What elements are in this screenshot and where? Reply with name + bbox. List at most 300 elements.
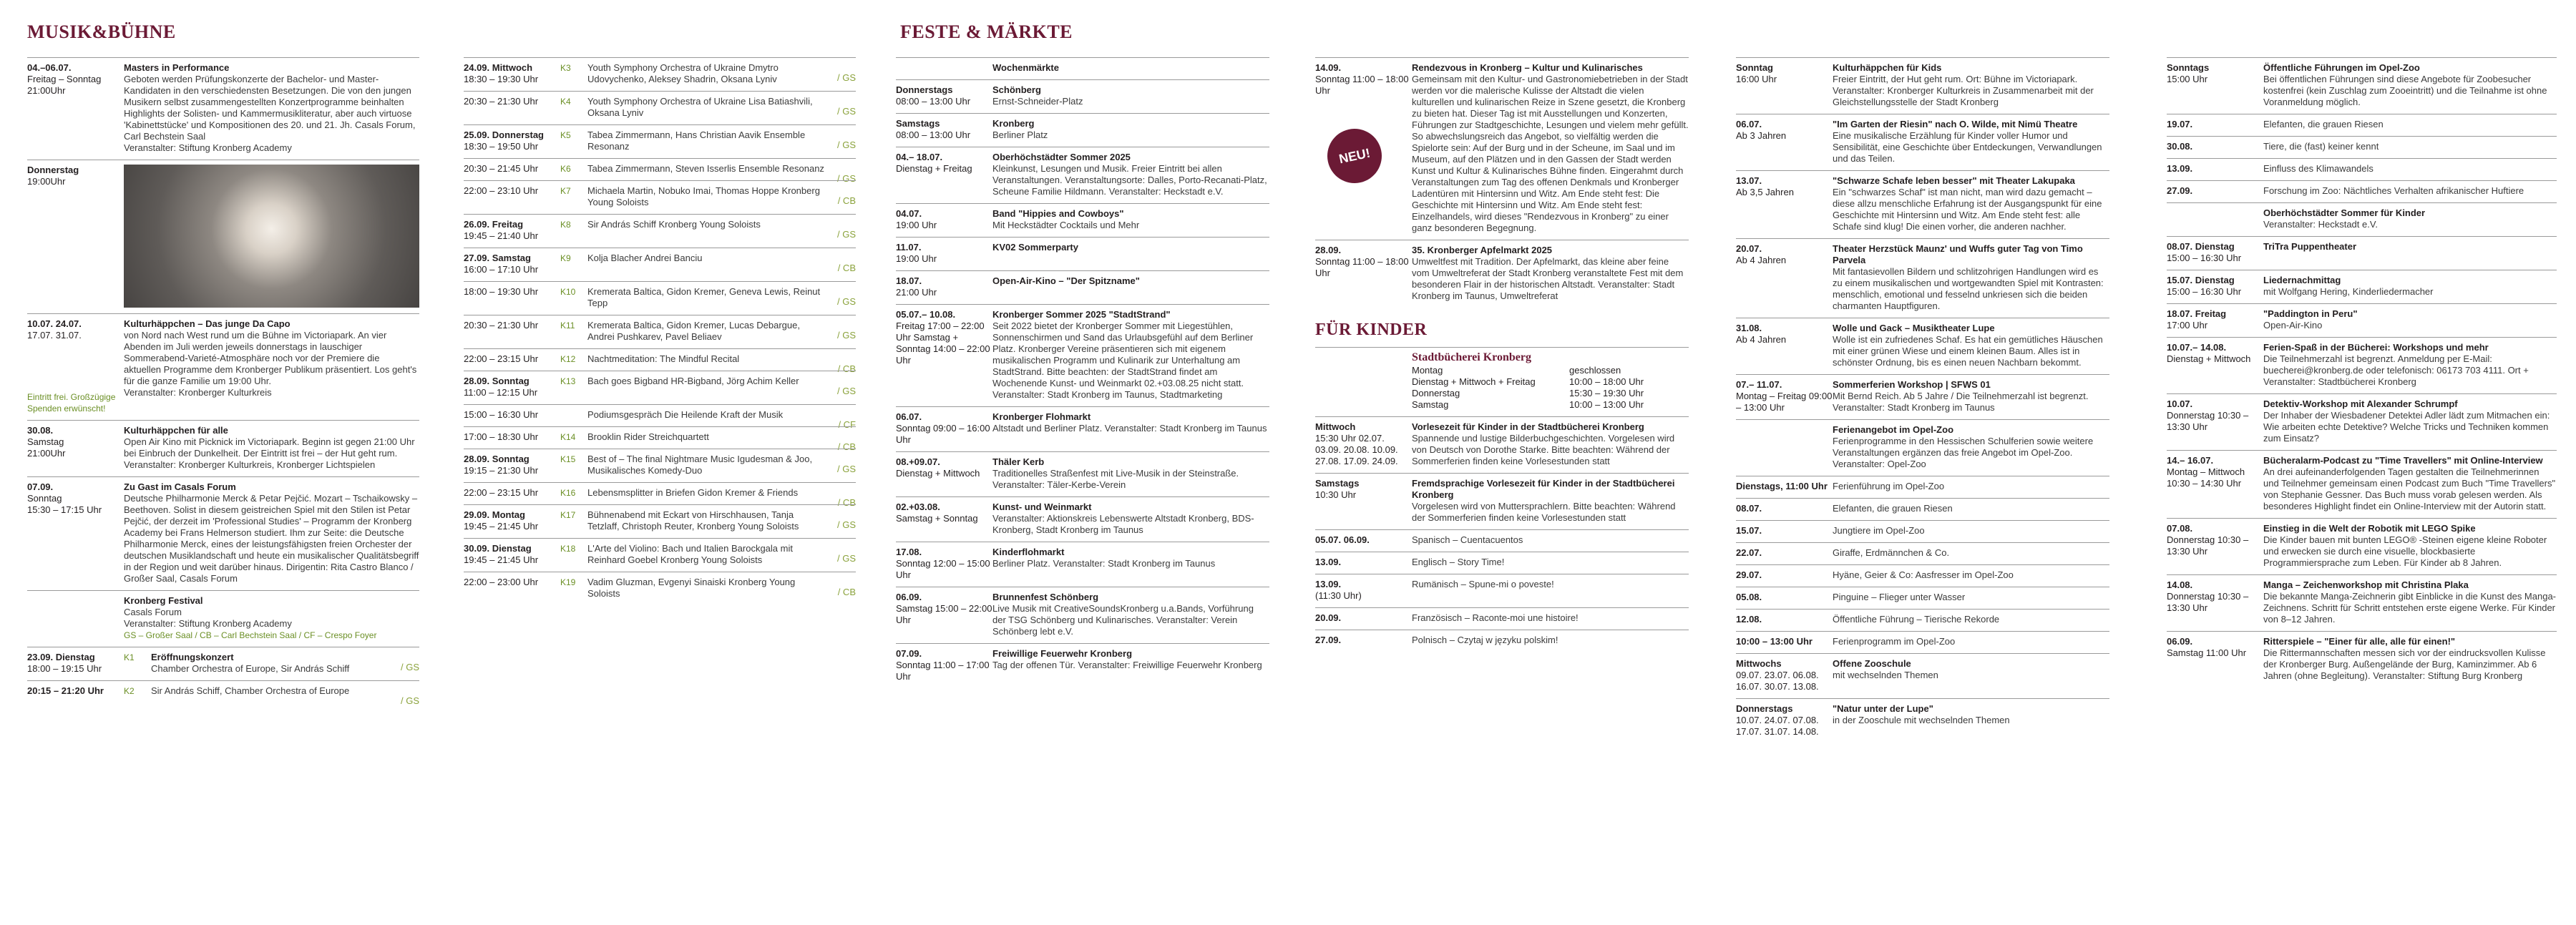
event-date [896, 501, 992, 536]
event-date-line: 06.09. [2167, 636, 2193, 647]
concert-date [464, 219, 560, 242]
event-title: Vorlesezeit für Kinder in der Stadtbücherei Kronberg [1412, 421, 1644, 432]
event-body [151, 652, 419, 675]
event-entry [1736, 170, 2109, 238]
event-date [27, 685, 124, 697]
event-date-line: Montag – Freitag 09:00 – 13:00 Uhr [1736, 391, 1833, 413]
concert-date-line: 11:00 – 12:15 Uhr [464, 387, 538, 398]
event-date-line: Samstag + Sonntag [896, 513, 978, 524]
concert-date [464, 253, 560, 275]
event-date-line: Sonntag 11:00 – 18:00 Uhr [1315, 256, 1409, 278]
heading-musik-buehne: MUSIK&BÜHNE [27, 21, 176, 42]
event-date-line: 16:00 Uhr [1736, 74, 1777, 84]
event-date-line: 30.08. [27, 425, 54, 436]
concert-body [587, 185, 856, 208]
event-date-line: Ab 3,5 Jahren [1736, 187, 1794, 197]
event-body [2263, 241, 2557, 264]
concert-date-line: 20:30 – 21:30 Uhr [464, 96, 539, 107]
concert-code: K5 [560, 130, 571, 140]
venue-tag: / GS [836, 173, 856, 184]
concert-date-line: 28.09. Sonntag [464, 454, 530, 464]
event-text: Forschung im Zoo: Nächtliches Verhalten afrikanischer Huftiere [2263, 185, 2524, 196]
event-entry [27, 420, 419, 476]
event-date-line: 10.07.– 14.08. [2167, 342, 2227, 353]
event-date-line: Dienstag + Mittwoch [896, 468, 980, 479]
event-title: Öffentliche Führungen im Opel-Zoo [2263, 62, 2420, 73]
event-body [2263, 579, 2557, 625]
event-body [2263, 62, 2557, 108]
event-body [992, 62, 1269, 74]
event-date-line: 28.09. [1315, 245, 1342, 255]
concert-entry [464, 315, 856, 348]
event-entry [27, 476, 419, 590]
event-date [2167, 342, 2263, 388]
event-date-line: 06.07. [896, 411, 922, 422]
event-date [2167, 185, 2263, 197]
event-date-line: 10:00 – 13:00 Uhr [1736, 636, 1813, 647]
event-text: Hyäne, Geier & Co: Aasfresser im Opel-Zoo [1833, 569, 2014, 580]
event-body [2263, 207, 2557, 230]
event-organizer: Veranstalter: Stiftung Kronberg Academy [124, 618, 292, 629]
event-date [2167, 579, 2263, 625]
event-title: Bücheralarm-Podcast zu "Time Travellers" mit Online-Interview [2263, 455, 2543, 466]
event-body [2263, 308, 2557, 331]
event-date [1736, 592, 1833, 603]
event-date-line: Donnerstags [1736, 703, 1793, 714]
event-text: Gemeinsam mit den Kultur- und Gastronomiebetrieben in der Stadt werden vor die malerische Kulisse der Altstadt die vielen kulturellen und kulinarischen Reize in Szene gesetzt, die Kronberg zu bieten hat. Dieser Tag ist mit Ausstellungen und Konzerten, Führungen zur Stadtgeschichte, Lesungen und vielem mehr gefüllt. So abwechslungsreich das Angebot, so vielfältig werden die Spielorte sein: Auf der Burg und in der Scheune, im Saal und im Museum, auf den Plätzen und in den Gassen der Stadt werden Kunst und Kultur & Kulinarisches Bühne finden. Eingerahmt durch Veranstaltungen zum Tag des offenen Denkmals und Kronberger Ladentüren mit Hintersinn und Witz. Am Ende steht fest: Die Geschichte mit Hintersinn und Witz. Am Ende steht fest: Einzelhandels, wird dieses "Rendezvous in Kronberg" zu einer ganz besonderen Begegnung. [1412, 74, 1689, 233]
event-title: KV02 Sommerparty [992, 242, 1078, 253]
event-text: An drei aufeinanderfolgenden Tagen gestalten die Teilnehmerinnen und Teilnehmer gemeinsam einen Podcast zum Buch "Time Travellers" von Stephanie Gessner. Das Buch muss vorab gelesen werden. Als besonderes Highlight findet ein Online-Interview mit der Autorin statt. [2263, 466, 2556, 512]
concert-entry [464, 248, 856, 281]
concert-date [464, 454, 560, 476]
event-date-line: 20.09. [1315, 612, 1342, 623]
event-text: Die bekannte Manga-Zeichnerin gibt Einblicke in die Kunst des Manga-Zeichnens. Schritt für Schritt entstehen erste eigene Werke. Für Kinder von 8–12 Jahren. [2263, 591, 2557, 625]
event-date-line: 20:15 – 21:20 Uhr [27, 685, 104, 696]
event-date [896, 456, 992, 491]
event-body [1833, 62, 2109, 108]
concert-date [464, 543, 560, 566]
event-title: Zu Gast im Casals Forum [124, 481, 236, 492]
event-date-line: 15.07. Dienstag [2167, 275, 2235, 285]
event-body [2263, 636, 2557, 682]
event-date-line: 08.+09.07. [896, 456, 940, 467]
column-feste-kinder [1315, 57, 1689, 652]
concert-date [464, 376, 560, 398]
concert-date [464, 353, 560, 365]
event-date-line: Dienstags, 11:00 Uhr [1736, 481, 1828, 491]
concert-text: Youth Symphony Orchestra of Ukraine Dmytro Udovychenko, Aleksey Shadrin, Oksana Lyniv [587, 62, 779, 84]
concert-code: K8 [560, 220, 571, 230]
concert-date [464, 577, 560, 599]
event-date-line: Samstag 15:00 – 22:00 Uhr [896, 603, 992, 625]
event-photo [124, 165, 419, 308]
event-body [1412, 579, 1689, 602]
event-body [1412, 62, 1689, 234]
event-date-line: 08:00 – 13:00 Uhr [896, 96, 971, 107]
event-date [2167, 241, 2263, 264]
event-date-line: 19.07. [2167, 119, 2193, 129]
event-date-line: 19:00Uhr [27, 176, 66, 187]
event-text: Open Air Kino mit Picknick im Victoriapark. Beginn ist gegen 21:00 Uhr bei Einbruch der Dunkelheit. Der Eintritt ist frei – der Hut geht rum. [124, 436, 415, 459]
concert-code: K16 [560, 488, 576, 498]
heading-feste-maerkte: FESTE & MÄRKTE [900, 21, 1073, 42]
event-text: Umweltfest mit Tradition. Der Apfelmarkt, das kleine aber feine vom Umweltreferat der Stadt Kronberg veranstaltete Fest mit dem besonderen Flair in der historischen Altstadt. Veranstalter: Stadt Kronberg im Taunus, Umweltreferat [1412, 256, 1684, 301]
event-date [2167, 275, 2263, 298]
event-entry [2167, 114, 2557, 136]
venue-tag: / GS [836, 296, 856, 307]
concert-code: K14 [560, 432, 576, 442]
concert-text: Lebensmsplitter in Briefen Gidon Kremer & Friends [587, 487, 799, 498]
concert-date-line: 15:00 – 16:30 Uhr [464, 409, 539, 420]
event-title: "Im Garten der Riesin" nach O. Wilde, mit Nimü Theatre [1833, 119, 2078, 129]
venue-tag: / CB [837, 441, 856, 452]
event-title: Eröffnungskonzert [151, 652, 234, 662]
column-music-1 [27, 57, 419, 706]
event-entry [2167, 236, 2557, 270]
venue-tag: / GS [400, 662, 419, 672]
event-entry [1736, 476, 2109, 498]
event-entry [2167, 574, 2557, 631]
event-date-line: 19:00 Uhr [896, 253, 937, 264]
event-organizer: Veranstalter: Stiftung Kronberg Academy [124, 142, 292, 153]
concert-date [464, 185, 560, 208]
event-text: Traditionelles Straßenfest mit Live-Musik in der Steinstraße. Veranstalter: Täler-Kerbe-Verein [992, 468, 1239, 490]
event-title: Oberhöchstädter Sommer für Kinder [2263, 207, 2426, 218]
event-title: Brunnenfest Schönberg [992, 592, 1099, 602]
concert-text: Tabea Zimmermann, Steven Isserlis Ensemble Resonanz [587, 163, 824, 174]
concert-body [587, 163, 856, 175]
event-body [124, 62, 419, 154]
event-text: Seit 2022 bietet der Kronberger Sommer mit Liegestühlen, Sonnenschirmen und Sand das Urlaubsgefühl auf dem Berliner Platz. Kronberger Vereine präsentieren sich mit eigenem musikalischen Programm und Kulinarik zur Unterhaltung am StadtStrand. Bitte beachten: der StadtStrand findet am Wochenende Kunst- und Weinmarkt 02.+03.08.25 nicht statt. Veranstalter: Stadt Kronberg im Taunus, Stadtmarketing [992, 320, 1254, 400]
event-title: Wolle und Gack – Musiktheater Lupe [1833, 323, 1995, 333]
event-date [2167, 163, 2263, 175]
concert-date-line: 19:45 – 21:45 Uhr [464, 521, 539, 532]
event-title: Ritterspiele – "Einer für alle, alle für einen!" [2263, 636, 2456, 647]
event-entry [27, 160, 419, 313]
event-date [1736, 547, 1833, 559]
concert-date-line: 29.09. Montag [464, 509, 525, 520]
event-body [1833, 379, 2109, 413]
event-text: Geboten werden Prüfungskonzerte der Bachelor- und Master-Kandidaten in den verschiedensten Besetzungen. Die von den jungen Musikern selbst zusammengestellten Konzertprogramme beinhalten Highlights der Solisten- und Kammermusikliteratur, aber auch virtuose 'Kabinettstücke' und Kompositionen des 20. und 21. Jh. Casals Forum, Carl Bechstein Saal [124, 74, 416, 142]
event-text: von Nord nach West rund um die Bühne im Victoriapark. An vier Abenden im Juli werden jeweils donnerstags in lauschiger Sommerabend-Varieté-Atmosphäre noch vor der Premiere die aktuellen Programme dem Kronberger Publikum präsentiert. Los geht's für die ganze Familie um 19:00 Uhr. [124, 330, 417, 386]
event-text: Die Kinder bauen mit bunten LEGO® -Steinen eigene kleine Roboter und erwecken sie durch eine visuelle, blockbasierte Programmiersprache zum Leben. Für Kinder ab 8 Jahren. [2263, 534, 2547, 568]
event-date-line: Mittwochs [1736, 658, 1782, 669]
concert-entry [464, 449, 856, 482]
concert-date-line: 19:15 – 21:30 Uhr [464, 465, 539, 476]
concert-date-line: 16:00 – 17:10 Uhr [464, 264, 539, 275]
event-date-line: 18.07. [896, 275, 922, 286]
event-date [1315, 635, 1412, 646]
event-text: Tiere, die (fast) keiner kennt [2263, 141, 2379, 152]
event-title: Ferien-Spaß in der Bücherei: Workshops und mehr [2263, 342, 2489, 353]
event-body [1833, 614, 2109, 625]
event-date [2167, 62, 2263, 108]
event-date [2167, 308, 2263, 331]
concert-entry [464, 538, 856, 572]
concert-body [587, 454, 856, 476]
event-entry [1736, 238, 2109, 318]
event-date-line: 15:00 – 16:30 Uhr [2167, 253, 2242, 263]
event-entry [1736, 374, 2109, 419]
concert-text: Bach goes Bigband HR-Bigband, Jörg Achim Keller [587, 376, 799, 386]
event-entry [896, 406, 1269, 451]
event-date [1315, 421, 1412, 467]
event-text: Open-Air-Kino [2263, 320, 2323, 331]
event-date-line: 20.07. [1736, 243, 1762, 254]
event-body [1833, 175, 2109, 233]
event-title: TriTra Puppentheater [2263, 241, 2357, 252]
concert-code: K12 [560, 354, 576, 364]
event-entry [1736, 498, 2109, 520]
library-title: Stadtbücherei Kronberg [1412, 351, 1531, 363]
concert-entry [464, 348, 856, 374]
concert-text: Kolja Blacher Andrei Banciu [587, 253, 703, 263]
column-feste [896, 57, 1269, 688]
event-entry [896, 147, 1269, 203]
event-date [1736, 379, 1833, 413]
event-date [1736, 569, 1833, 581]
concert-entry [464, 91, 856, 124]
event-text: Eine musikalische Erzählung für Kinder voller Humor und Sensibilität, eine Geschichte über Entdeckungen, Verwandlungen und das Teilen. [1833, 130, 2102, 164]
concert-date [464, 409, 560, 421]
event-date [1315, 579, 1412, 602]
event-entry [1736, 520, 2109, 542]
event-date [1315, 245, 1412, 302]
event-entry [1736, 542, 2109, 564]
event-body [992, 84, 1269, 107]
event-text: Polnisch – Czytaj w języku polskim! [1412, 635, 1558, 645]
event-date-line: 05.07.– 10.08. [896, 309, 956, 320]
event-date-line: Dienstag + Mittwoch [2167, 353, 2251, 364]
event-title: Wochenmärkte [992, 62, 1059, 73]
event-body [1833, 547, 2109, 559]
library-spacer [1315, 352, 1412, 411]
event-date-line: 14.09. [1315, 62, 1342, 73]
concert-date-line: 27.09. Samstag [464, 253, 531, 263]
event-body [992, 592, 1269, 637]
event-date-line: Mittwoch [1315, 421, 1356, 432]
event-date-line: 23.09. Dienstag [27, 652, 95, 662]
concert-code: K7 [560, 186, 571, 196]
concert-date [464, 163, 560, 175]
event-entry [1736, 419, 2109, 476]
event-text: Berliner Platz. Veranstalter: Stadt Kronberg im Taunus [992, 558, 1216, 569]
event-date [1315, 534, 1412, 546]
event-entry [1315, 574, 1689, 607]
library-day: Dienstag + Mittwoch + Freitag [1412, 376, 1536, 387]
event-date [1736, 175, 1833, 233]
event-entry [2167, 337, 2557, 393]
concert-code: K17 [560, 510, 576, 520]
event-date [2167, 141, 2263, 152]
concert-date-line: 19:45 – 21:45 Uhr [464, 554, 539, 565]
concert-body [587, 509, 856, 532]
concert-body [587, 96, 856, 119]
event-title: Freiwillige Feuerwehr Kronberg [992, 648, 1133, 659]
event-date [896, 118, 992, 141]
event-date-line: 14.08. [2167, 579, 2193, 590]
library-day: Samstag [1412, 399, 1449, 410]
event-entry [27, 313, 419, 420]
event-date-line: Sonntag [27, 493, 62, 504]
event-date-line: Sonntag 12:00 – 15:00 Uhr [896, 558, 990, 580]
event-text: Die Teilnehmerzahl ist begrenzt. Anmeldung per E-Mail: buecherei@kronberg.de oder telefonisch: 06173 703 4111. Ort + Veranstalter: Stadtbücherei Kronberg [2263, 353, 2529, 387]
event-body [124, 595, 419, 641]
event-date-line: 21:00Uhr [27, 85, 66, 96]
event-text: Mit Heckstädter Cocktails und Mehr [992, 220, 1140, 230]
concert-entry [464, 426, 856, 452]
event-title: "Paddington in Peru" [2263, 308, 2358, 319]
event-title: Ferienangebot im Opel-Zoo [1833, 424, 1954, 435]
event-date [1315, 478, 1412, 524]
event-date [27, 595, 124, 641]
concert-code: K11 [560, 320, 575, 331]
event-entry [1736, 631, 2109, 653]
concert-entry [464, 214, 856, 248]
concert-date [464, 487, 560, 499]
event-date-line: 15:00 Uhr [2167, 74, 2208, 84]
venue-tag: / CF [838, 419, 856, 430]
event-text: Chamber Orchestra of Europe, Sir András Schiff [151, 663, 350, 674]
concert-code: K6 [560, 164, 571, 174]
concert-body [587, 219, 856, 242]
heading-fuer-kinder: FÜR KINDER [1315, 320, 1428, 339]
event-date-line: Freitag – Sonntag [27, 74, 102, 84]
event-date [1736, 525, 1833, 537]
event-body [1833, 703, 2109, 738]
concert-text: Best of – The final Nightmare Music Igudesman & Joo, Musikalisches Komedy-Duo [587, 454, 813, 476]
event-body [1833, 569, 2109, 581]
concert-code: K18 [560, 544, 576, 554]
event-title: Thäler Kerb [992, 456, 1045, 467]
event-body [1833, 636, 2109, 647]
event-title: Band "Hippies and Cowboys" [992, 208, 1124, 219]
concert-date [464, 96, 560, 119]
event-body [992, 648, 1269, 682]
event-title: Kronberg Festival [124, 595, 203, 606]
event-body [2263, 119, 2557, 130]
event-date-line: Donnerstag [27, 165, 79, 175]
event-date-line: (11:30 Uhr) [1315, 590, 1362, 601]
event-date-line: 08.07. Dienstag [2167, 241, 2235, 252]
event-title: Kronberg [992, 118, 1035, 129]
event-date [2167, 636, 2263, 682]
concert-date-line: 22:00 – 23:10 Uhr [464, 185, 539, 196]
event-text: Rumänisch – Spune-mi o poveste! [1412, 579, 1554, 589]
event-date-line: 05.08. [1736, 592, 1762, 602]
event-date-line: 15:30 – 17:15 Uhr [27, 504, 102, 515]
event-date-line: Ab 4 Jahren [1736, 255, 1787, 265]
event-body [992, 501, 1269, 536]
event-text: Giraffe, Erdmännchen & Co. [1833, 547, 1950, 558]
event-date-line: 15:00 – 16:30 Uhr [2167, 286, 2242, 297]
event-entry [1315, 630, 1689, 652]
concert-text: Tabea Zimmermann, Hans Christian Aavik Ensemble Resonanz [587, 129, 806, 152]
event-title: Liedernachmittag [2263, 275, 2341, 285]
event-date-line: 07.– 11.07. [1736, 379, 1782, 390]
event-title: Open-Air-Kino – "Der Spitzname" [992, 275, 1140, 286]
concert-text: Podiumsgespräch Die Heilende Kraft der Musik [587, 409, 784, 420]
concert-date-line: 28.09. Sonntag [464, 376, 530, 386]
concert-body [587, 253, 856, 275]
event-text: Öffentliche Führung – Tierische Rekorde [1833, 614, 2000, 625]
concert-code: K10 [560, 287, 576, 297]
event-date-line: 04.–06.07. [27, 62, 72, 73]
column-music-2 [464, 57, 856, 605]
event-body [992, 456, 1269, 491]
event-entry [896, 270, 1269, 304]
event-entry [1736, 564, 2109, 587]
concert-date-line: 17:00 – 18:30 Uhr [464, 431, 539, 442]
event-title: Oberhöchstädter Sommer 2025 [992, 152, 1131, 162]
concert-date-line: 19:45 – 21:40 Uhr [464, 230, 539, 241]
event-date-line: 07.09. [27, 481, 54, 492]
event-entry [2167, 450, 2557, 518]
event-text: Englisch – Story Time! [1412, 557, 1505, 567]
concert-entry [464, 180, 856, 214]
event-text: Elefanten, die grauen Riesen [2263, 119, 2384, 129]
event-date [1315, 612, 1412, 624]
event-title: "Schwarze Schafe leben besser" mit Theater Lakupaka [1833, 175, 2075, 186]
event-date-line: Ab 3 Jahren [1736, 130, 1787, 141]
concert-date-line: 18:30 – 19:50 Uhr [464, 141, 539, 152]
event-date-line: 13.09. [1315, 579, 1342, 589]
event-date [896, 242, 992, 265]
library-day: Donnerstag [1412, 388, 1460, 398]
event-date [2167, 523, 2263, 569]
event-date-line: 14.– 16.07. [2167, 455, 2214, 466]
event-date [1736, 424, 1833, 470]
library-time: 10:00 – 13:00 Uhr [1569, 399, 1644, 410]
event-date [1315, 62, 1412, 234]
event-body [1833, 119, 2109, 165]
concert-date-line: 22:00 – 23:00 Uhr [464, 577, 539, 587]
event-entry [1736, 609, 2109, 631]
event-entry [27, 647, 419, 680]
event-title: Kulturhäppchen für Kids [1833, 62, 1942, 73]
event-date-line: 27.09. [2167, 185, 2193, 196]
event-body [2263, 141, 2557, 152]
event-title: Kronberger Sommer 2025 "StadtStrand" [992, 309, 1171, 320]
event-date-line: 13.09. [2167, 163, 2193, 174]
concert-body [587, 431, 856, 443]
event-date-line: 08.07. [1736, 503, 1762, 514]
event-text: Veranstalter: Heckstadt e.V. [2263, 219, 2378, 230]
event-entry [896, 643, 1269, 688]
concert-date-line: 22:00 – 23:15 Uhr [464, 353, 539, 364]
event-date-line: 17.07. 31.07. [27, 330, 82, 341]
venue-tag: / GS [836, 72, 856, 83]
event-date-line: 17:00 Uhr [2167, 320, 2208, 331]
venue-tag: / GS [836, 386, 856, 396]
event-body [1412, 534, 1689, 546]
concert-entry [464, 281, 856, 315]
library-hours-row [1412, 388, 1689, 399]
event-date-line: 07.08. [2167, 523, 2193, 534]
event-title: 35. Kronberger Apfelmarkt 2025 [1412, 245, 1553, 255]
event-date-line: Donnerstags [896, 84, 953, 95]
event-body [1833, 592, 2109, 603]
event-date-line: 31.08. [1736, 323, 1762, 333]
concert-entry [464, 124, 856, 158]
event-date-line: Sonntag [1736, 62, 1773, 73]
concert-code: K4 [560, 97, 571, 107]
event-date-line: Samstags [1315, 478, 1360, 489]
event-date [896, 547, 992, 581]
event-date-line: Sonntag 11:00 – 18:00 Uhr [1315, 74, 1409, 96]
event-entry [896, 237, 1269, 270]
event-date [27, 652, 124, 675]
